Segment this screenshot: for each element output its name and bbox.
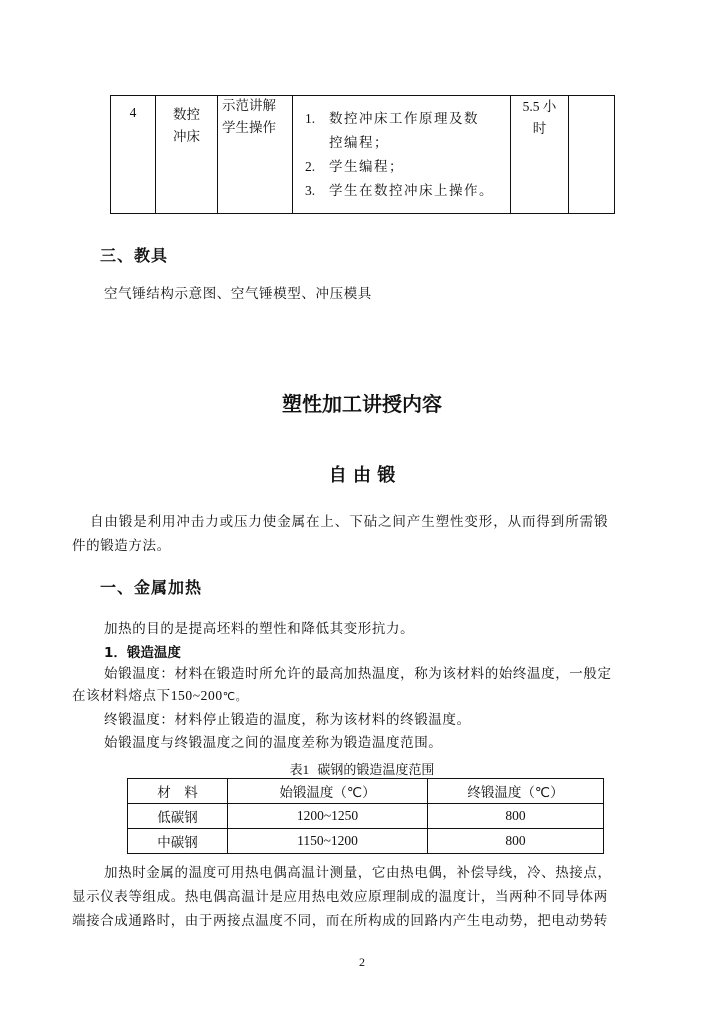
- step-text: 学生在数控冲床上操作。: [329, 183, 494, 199]
- caption-number: 1: [302, 762, 310, 777]
- header-cell: 始锻温度（℃）: [228, 779, 428, 804]
- table-row: [111, 96, 615, 214]
- caption-prefix: 表: [289, 763, 303, 778]
- list-item: [299, 180, 504, 202]
- teaching-plan-table: [110, 95, 615, 214]
- plan-method-line: 示范讲解: [222, 98, 276, 114]
- table-cell: 1150~1200: [228, 829, 428, 854]
- step-text: 数控冲床工作原理及数: [329, 111, 479, 127]
- step-number: 3.: [305, 183, 316, 198]
- plan-hours-line: 时: [532, 121, 547, 137]
- table-cell: 1200~1250: [228, 804, 428, 829]
- step-number: 1.: [305, 111, 316, 126]
- plan-remark-cell: [569, 96, 615, 214]
- sub-heading-forging-temp: 1．锻造温度: [104, 645, 181, 661]
- closing-line: 端接合成通路时，由于两接点温度不同，而在所构成的回路内产生电动势，把电动势转: [72, 913, 608, 929]
- page-number: 2: [359, 955, 365, 969]
- page-title: 塑性加工讲授内容: [282, 392, 442, 416]
- heating-purpose: 加热的目的是提高坯料的塑性和降低其变形抗力。: [104, 621, 415, 637]
- plan-number-cell: [111, 96, 156, 214]
- closing-line: 显示仪表等组成。热电偶高温计是应用热电效应原理制成的温度计，当两种不同导体两: [72, 889, 608, 905]
- table-row: [128, 804, 604, 829]
- section-heading-heating: 一、金属加热: [100, 578, 203, 597]
- header-cell: 终锻温度（℃）: [428, 779, 604, 804]
- plan-project-cell: [156, 96, 218, 214]
- caption-text: 碳钢的锻造温度范围: [309, 763, 435, 778]
- start-temp-line: [72, 684, 247, 709]
- start-temp-line: 始锻温度：材料在锻造时所允许的最高加热温度，称为该材料的始终温度，一般定: [104, 666, 612, 682]
- plan-project-line: 冲床: [173, 129, 200, 145]
- table-cell: 800: [428, 804, 604, 829]
- step-text: 学生编程；: [329, 159, 404, 175]
- table-row: [128, 829, 604, 854]
- section-heading-tools: 三、教具: [100, 246, 169, 265]
- list-item: [299, 156, 504, 178]
- plan-method-cell: [218, 96, 293, 214]
- table-cell: 低碳钢: [128, 804, 228, 829]
- plan-hours-cell: [511, 96, 569, 214]
- list-item-continued: [299, 132, 504, 154]
- step-number: 2.: [305, 159, 316, 174]
- plan-project-line: 数控: [173, 107, 200, 123]
- plan-steps-cell: [293, 96, 511, 214]
- page-subtitle: 自 由 锻: [328, 465, 396, 486]
- table-cell: 800: [428, 829, 604, 854]
- plan-hours-line: 5.5 小: [522, 99, 557, 114]
- start-temp-range: 150~200: [170, 688, 223, 703]
- end-temp-line: 终锻温度：材料停止锻造的温度，称为该材料的终锻温度。: [104, 712, 471, 728]
- closing-line: 加热时金属的温度可用热电偶高温计测量，它由热电偶，补偿导线，冷、热接点，: [104, 865, 612, 881]
- forging-temperature-table: [127, 778, 604, 854]
- tools-text: 空气锤结构示意图、空气锤模型、冲压模具: [104, 286, 372, 302]
- step-text: 控编程；: [329, 135, 389, 151]
- intro-line: 自由锻是利用冲击力或压力使金属在上、下砧之间产生塑性变形，从而得到所需锻: [90, 514, 609, 530]
- table-cell: 中碳钢: [128, 829, 228, 854]
- list-item: [299, 108, 504, 130]
- start-temp-unit: ℃。: [222, 690, 248, 703]
- intro-line: 件的锻造方法。: [72, 538, 171, 554]
- header-cell: 材 料: [128, 779, 228, 804]
- table-header-row: [128, 779, 604, 804]
- start-temp-text: 在该材料熔点下: [72, 688, 171, 704]
- plan-method-line: 学生操作: [222, 120, 276, 136]
- temp-range-line: 始锻温度与终锻温度之间的温度差称为锻造温度范围。: [104, 735, 443, 751]
- plan-number: 4: [129, 105, 137, 120]
- table-caption: [0, 759, 724, 778]
